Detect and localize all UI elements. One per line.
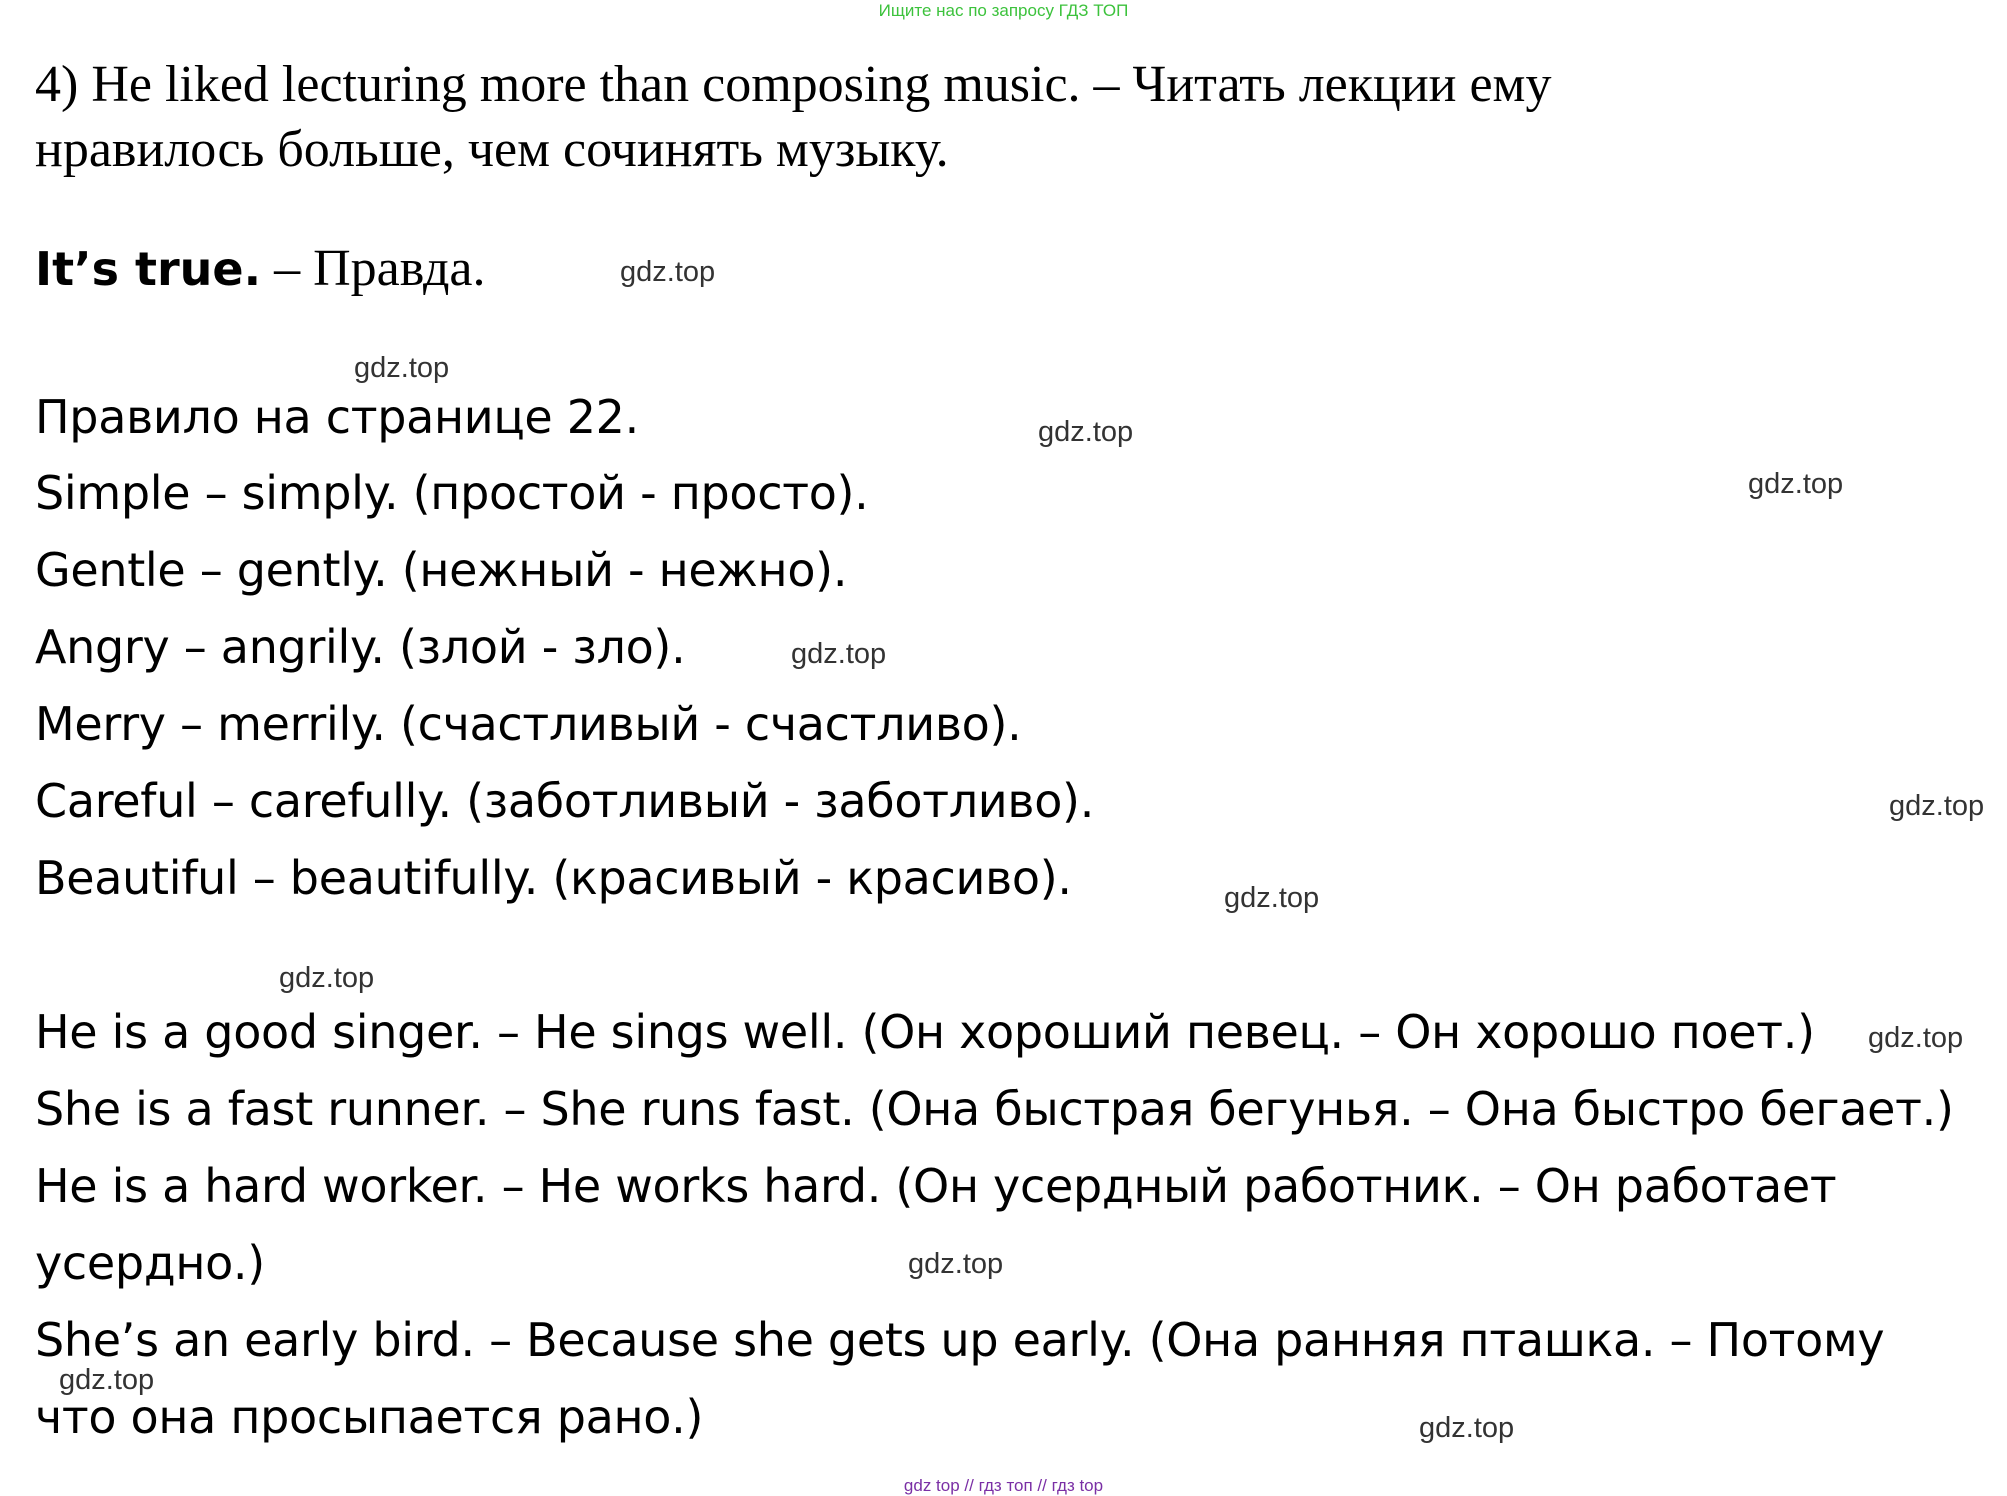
sentence: She’s an early bird. – Because she gets up early. (Она ранняя пташка. – Потому [35,1313,1885,1367]
watermark: gdz.top [59,1364,155,1396]
rule-pair: Gentle – gently. (нежный - нежно). [35,543,848,597]
rule-pair: Angry – angrily. (злой - зло). [35,620,686,674]
footer: gdz top // гдз топ // гдз top [903,1476,1104,1495]
true-line-rest: – Правда. [261,240,486,297]
rule-pair: Simple – simply. (простой - просто). [35,466,869,520]
sentence: She is a fast runner. – She runs fast. (Она быстрая бегунья. – Она быстро бегает.) [35,1082,1954,1136]
watermark: gdz.top [791,638,887,670]
watermark: gdz.top [1868,1022,1964,1054]
sentence: усердно.) [35,1236,265,1290]
watermark: gdz.top [908,1248,1004,1280]
rule-pair: Careful – carefully. (заботливый - заботливо). [35,774,1095,828]
top-banner: Ищите нас по запросу ГДЗ ТОП [878,1,1129,20]
watermark: gdz.top [1889,790,1985,822]
watermark: gdz.top [1224,882,1320,914]
watermark: gdz.top [1419,1412,1515,1444]
watermark: gdz.top [354,352,450,384]
rule-pair: Beautiful – beautifully. (красивый - красиво). [35,851,1072,905]
rule-pair: Merry – merrily. (счастливый - счастливо). [35,697,1022,751]
rule-title: Правило на странице 22. [35,390,639,444]
true-line [35,237,486,301]
true-line-bold: It’s true. [35,242,262,296]
watermark: gdz.top [620,256,716,288]
item4-line2: нравилось больше, чем сочинять музыку. [35,121,949,178]
watermark: gdz.top [1748,468,1844,500]
watermark: gdz.top [1038,416,1134,448]
item4-line1: 4) He liked lecturing more than composing music. – Читать лекции ему [35,56,1552,113]
sentence: He is a hard worker. – He works hard. (Он усердный работник. – Он работает [35,1159,1837,1213]
sentence: что она просыпается рано.) [35,1390,704,1444]
sentence: He is a good singer. – He sings well. (Он хороший певец. – Он хорошо поет.) [35,1005,1815,1059]
watermark: gdz.top [279,962,375,994]
